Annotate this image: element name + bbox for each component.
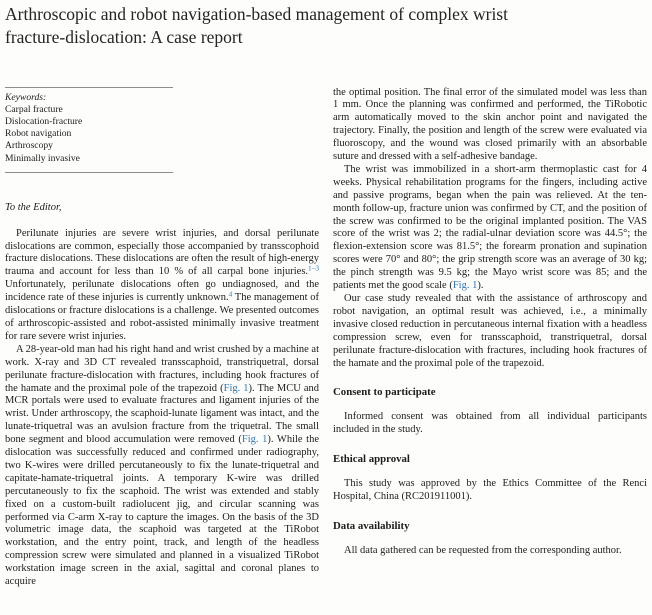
section-body-data: All data gathered can be requested from the corresponding author. — [344, 544, 622, 556]
section-heading-data: Data availability — [333, 519, 410, 532]
citation-reference-link[interactable]: 4 — [228, 289, 233, 299]
text-run: A 28-year-old man had his right hand and wrist crushed by a machine at work. X-ray and 3D CT revealed transscaphoid, transtriquetral, dorsal perilunate fracture-dislocation with fractures, including hook fractures of the hamate and the proximal pole of the trapezoid ( — [5, 343, 319, 394]
salutation: To the Editor, — [5, 201, 62, 213]
text-run: ). — [477, 280, 484, 292]
two-column-body — [5, 87, 647, 590]
text-run: ). While the dislocation was successfully reduced and confirmed under radiography, two K-wires were drilled percutaneously to fix the lunate-triquetral and capitate-hamate-triquetral joints. A temporary K-wire was drilled percutaneously to fix the scaphoid. The wrist was extended and stably fixed on a custom-built radiolucent jig, and circular scanning was performed via C-arm X-ray to capture the images. On the basis of the 3D volumetric image data, the scaphoid was targeted at the TiRobot workstation, and the entry point, track, and length of the headless compression screw were simulated and planned in a visualized TiRobot workstation image screen in the axial, sagittal and coronal planes to acquire — [5, 434, 319, 588]
keyword-item: Dislocation-fracture — [5, 115, 83, 127]
keyword-item: Robot navigation — [5, 128, 72, 140]
keywords-box — [5, 87, 173, 173]
keyword-item: Arthroscopy — [5, 140, 53, 152]
figure-reference-link[interactable]: Fig. 1 — [452, 280, 478, 292]
keyword-item: Carpal fracture — [5, 103, 63, 115]
right-column — [333, 87, 647, 590]
section-heading-consent: Consent to participate — [333, 386, 436, 399]
paragraph: Our case study revealed that with the assistance of arthroscopy and robot navigation, an optimal result was achieved, i.e., a minimally invasive closed reduction in percutaneous internal fixation with a headless compression screw, even for transscaphoid, transtriquetral, dorsal perilunate fracture-dislocation with fractures, including hook fractures of the hamate and the proximal pole of the trapezoid. — [333, 293, 647, 369]
text-run: The wrist was immobilized in a short-arm thermoplastic cast for 4 weeks. Physical rehabilitation programs for the fingers, including active and passive programs, began when the pain was relieved. At the ten-month follow-up, fracture union was confirmed by CT, and the position of the screw was confirmed to be the original implanted position. The VAS score of the wrist was 2; the radial-ulnar deviation score was 44.5°; the flexion-extension score was 81.5°; the forearm pronation and supination scores were 70° and 80°; the grip strength score was an average of 30 kg; the pinch strength was 9.5 kg; the Mayo wrist score was 85; and the patients met the good scale ( — [333, 163, 647, 292]
section-body-ethical: This study was approved by the Ethics Committee of the Renci Hospital, China (RC201911001). — [333, 478, 647, 502]
paragraph: the optimal position. The final error of the simulated model was less than 1 mm. Once the planning was confirmed and performed, the TiRobotic arm automatically moved to the skin anchor point and navigated the trajectory. Finally, the position and length of the screw were evaluated via fluoroscopy, and the wound was closed primarily with an absorbable suture and dressed with a self-adhesive bandage. — [333, 86, 647, 163]
paragraph — [5, 344, 319, 589]
text-run: The management of dislocations or fracture dislocations is a challenge. We presented outcomes of arthroscopic-assisted and robot-assisted minimally invasive treatment for rare severe wrist injuries. — [5, 292, 320, 342]
section-heading-ethical: Ethical approval — [333, 453, 410, 466]
text-run: Perilunate injuries are severe wrist injuries, and dorsal perilunate dislocations are common, especially those accompanied by transscophoid fracture dislocations. These dislocations are often the result of high-energy trauma and account for less than 10 % of all carpal bone injuries. — [5, 227, 319, 278]
keyword-item: Minimally invasive — [5, 152, 80, 164]
figure-reference-link[interactable]: Fig. 1 — [241, 434, 268, 446]
text-run: ). The MCU and MCR portals were used to evaluate fractures and ligament injuries of the wrist. Under arthroscopy, the scaphoid-lunate ligament was intact, and the lunate-triquetral was an avulsion fracture from the triquetral. The small bone segment and blood accumulation were removed ( — [5, 382, 319, 446]
article-title: Arthroscopic and robot navigation-based management of complex wrist fracture-dislocation: A case report — [5, 4, 508, 47]
section-body-consent: Informed consent was obtained from all individual participants included in the study. — [333, 411, 647, 436]
left-column — [5, 87, 319, 590]
paragraph — [333, 164, 647, 293]
figure-reference-link[interactable]: Fig. 1 — [223, 382, 249, 394]
paragraph — [5, 228, 319, 344]
keywords-label: Keywords: — [5, 91, 47, 103]
citation-reference-link[interactable]: 1–3 — [308, 263, 319, 273]
text-run: Unfortunately, perilunate dislocations often go undiagnosed, and the incidence rate of these injuries is currently unknown. — [5, 279, 319, 304]
